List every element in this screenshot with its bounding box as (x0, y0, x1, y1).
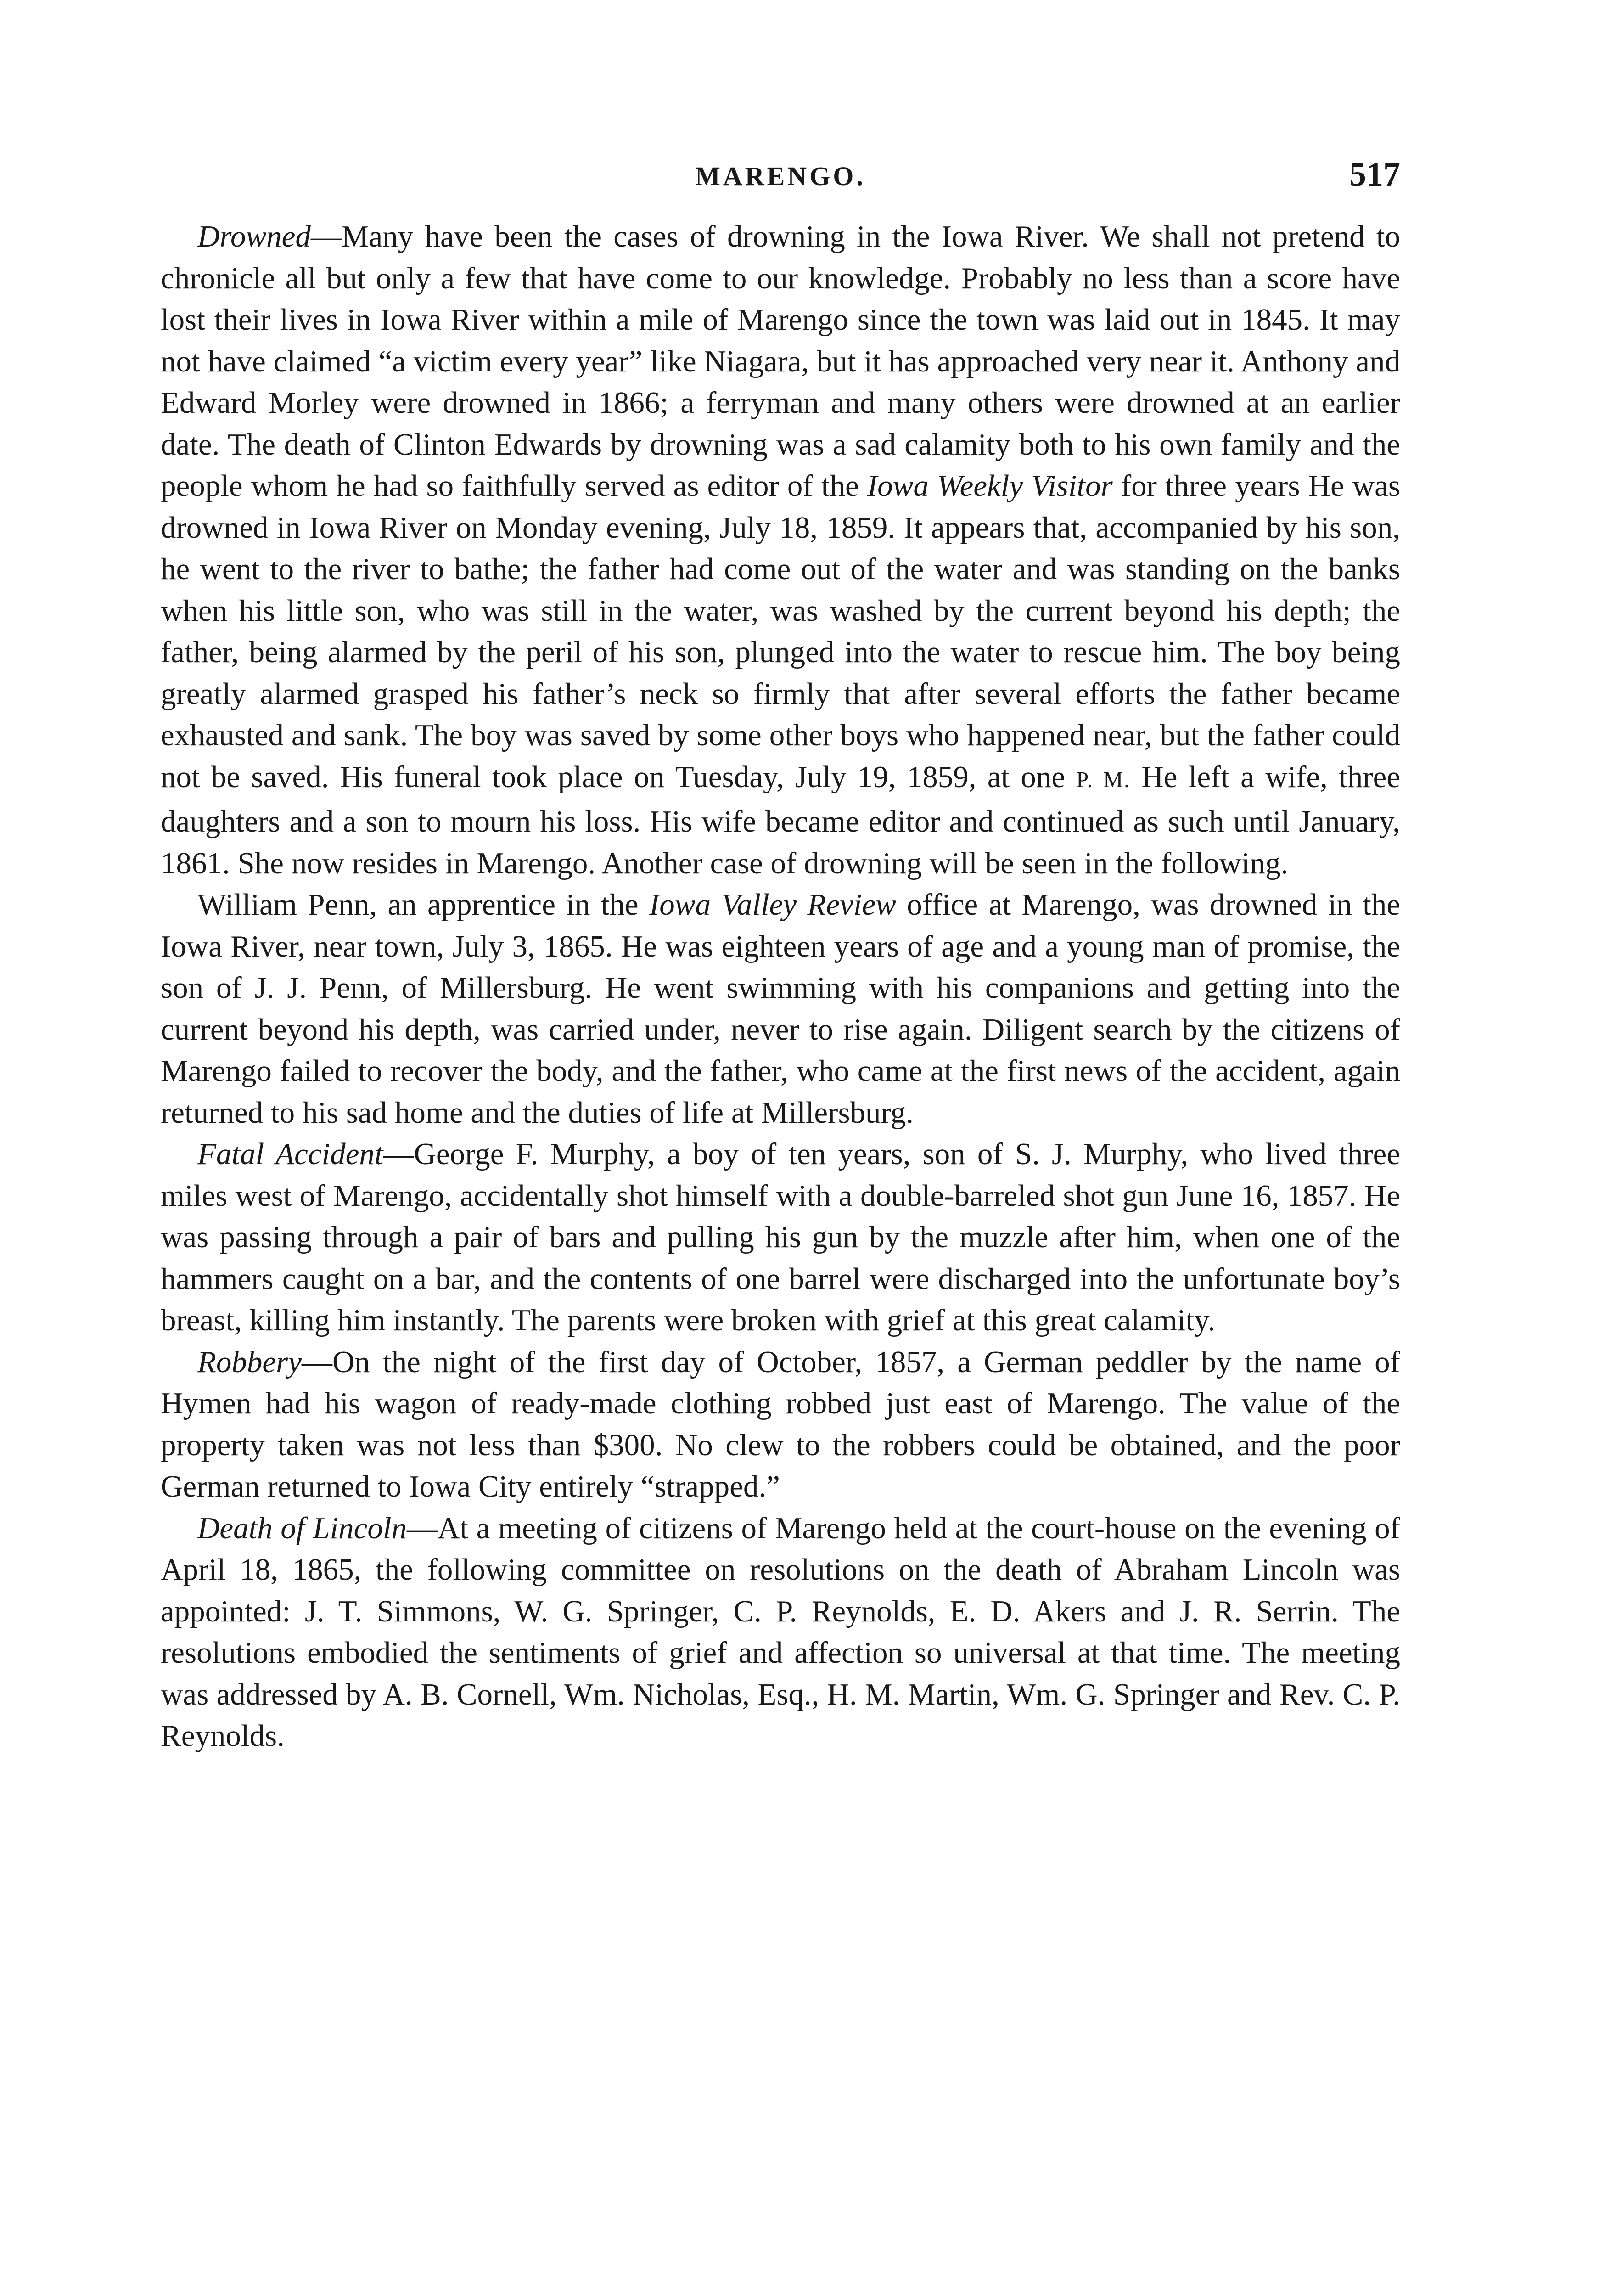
paragraph-text: —George F. Murphy, a boy of ten years, son of S. J. Murphy, who lived three miles west of Marengo, accidentally shot himself with a double-barreled shot gun June 16, 1857. He was passing through a pair of bars and pulling his gun by the muzzle after him, when one of the hammers caught on a bar, and the contents of one barrel were discharged into the unfortunate boy’s breast, killing him instantly. The parents were broken with grief at this great calamity. (161, 1137, 1400, 1337)
paragraph-lead: Death of Lincoln (197, 1511, 407, 1545)
paragraph-text: He left a wife, three daughters and a son to mourn his loss. His wife became editor and continued as such until January, 1861. She now resides in Marengo. Another case of drowning will be seen in the following. (161, 760, 1400, 880)
time-abbreviation: P. M. (1076, 767, 1131, 792)
paragraph-text: for three years He was drowned in Iowa River on Monday evening, July 18, 1859. It appears that, accompanied by his son, he went to the river to bathe; the father had come out of the water and was standing on the banks when his little son, who was still in the water, was washed by the current beyond his depth; the father, being alarmed by the peril of his son, plunged into the water to rescue him. The boy being greatly alarmed grasped his father’s neck so firmly that after several efforts the father became exhausted and sank. The boy was saved by some other boys who happened near, but the father could not be saved. His funeral took place on Tuesday, July 19, 1859, at one (161, 469, 1400, 794)
paragraph-penn (161, 884, 1400, 1133)
paragraph-text: William Penn, an apprentice in the (197, 888, 649, 922)
paragraph-drowned (161, 216, 1400, 884)
paragraph-fatal-accident (161, 1133, 1400, 1341)
running-head (161, 152, 1400, 216)
paragraph-text: —At a meeting of citizens of Marengo held at the court-house on the evening of April 18, 1865, the following committee on resolutions on the death of Abraham Lincoln was appointed: J. T. Simmons, W. G. Springer, C. P. Reynolds, E. D. Akers and J. R. Serrin. The resolutions embodied the sentiments of grief and affection so universal at that time. The meeting was addressed by A. B. Cornell, Wm. Nicholas, Esq., H. M. Martin, Wm. G. Springer and Rev. C. P. Reynolds. (161, 1511, 1400, 1753)
newspaper-title: Iowa Valley Review (649, 888, 896, 922)
paragraph-lead: Robbery (197, 1345, 302, 1379)
paragraph-lead: Fatal Accident (197, 1137, 383, 1171)
running-title: MARENGO. (695, 161, 866, 191)
book-page (161, 152, 1400, 2296)
page-number: 517 (1349, 156, 1400, 193)
paragraph-lead: Drowned (197, 219, 311, 253)
paragraph-text: —On the night of the first day of October, 1857, a German peddler by the name of Hymen had his wagon of ready-made clothing robbed just east of Marengo. The value of the property taken was not less than $300. No clew to the robbers could be obtained, and the poor German returned to Iowa City entirely “strapped.” (161, 1345, 1400, 1503)
newspaper-title: Iowa Weekly Visitor (867, 469, 1113, 503)
paragraph-death-of-lincoln (161, 1508, 1400, 1757)
paragraph-robbery (161, 1341, 1400, 1508)
paragraph-text: —Many have been the cases of drowning in the Iowa River. We shall not pretend to chronicle all but only a few that have come to our knowledge. Probably no less than a score have lost their lives in Iowa River within a mile of Marengo since the town was laid out in 1845. It may not have claimed “a victim every year” like Niagara, but it has approached very near it. Anthony and Edward Morley were drowned in 1866; a ferryman and many others were drowned at an earlier date. The death of Clinton Edwards by drowning was a sad calamity both to his own family and the people whom he had so faithfully served as editor of the (161, 219, 1400, 503)
body-text (161, 216, 1400, 1757)
paragraph-text: office at Marengo, was drowned in the Iowa River, near town, July 3, 1865. He was eighteen years of age and a young man of promise, the son of J. J. Penn, of Millersburg. He went swimming with his companions and getting into the current beyond his depth, was carried under, never to rise again. Diligent search by the citizens of Marengo failed to recover the body, and the father, who came at the first news of the accident, again returned to his sad home and the duties of life at Millersburg. (161, 888, 1400, 1130)
